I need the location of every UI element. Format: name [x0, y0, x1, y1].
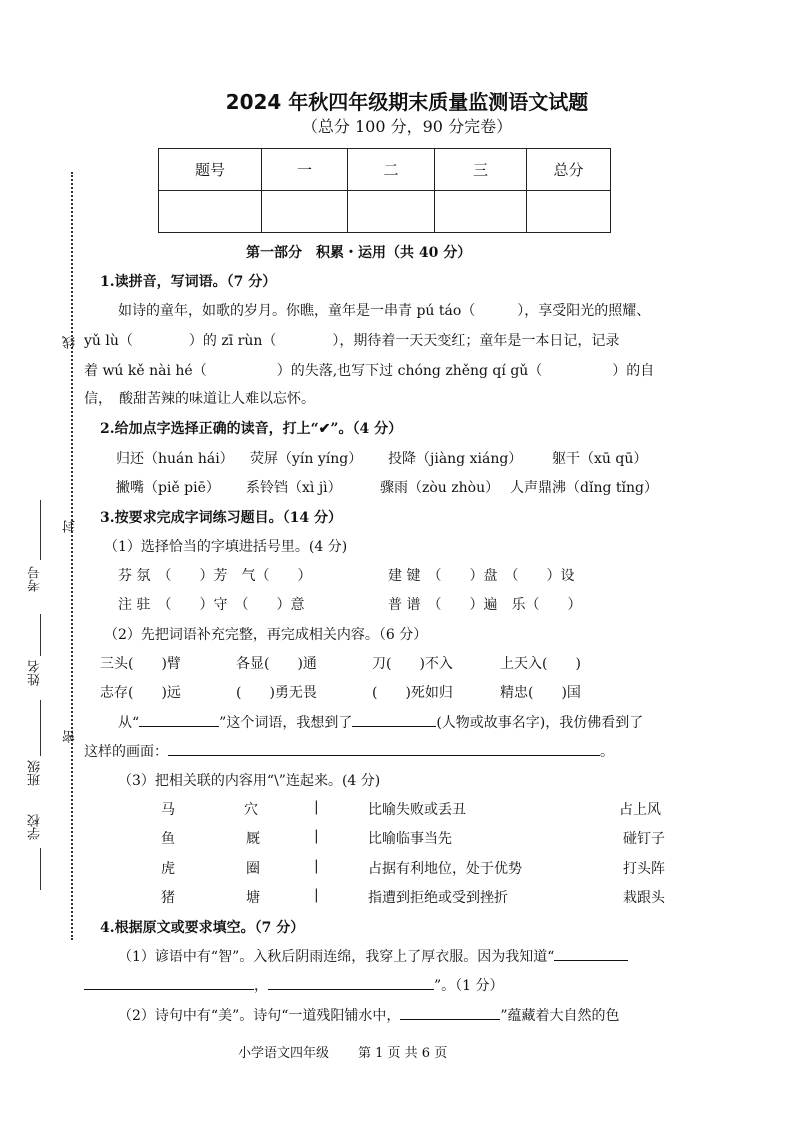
match-right[interactable]: 碰钉子: [623, 831, 665, 847]
q3-fill-text: 从“: [118, 715, 140, 731]
q2-item[interactable]: 荧屏（yín yíng）: [250, 451, 363, 467]
field-line-xingming[interactable]: [40, 614, 41, 656]
score-input-cell[interactable]: [527, 191, 611, 233]
match-desc[interactable]: 比喻临事当先: [368, 831, 452, 847]
q2-title: 2.给加点字选择正确的读音，打上“✔”。（4 分）: [100, 421, 403, 437]
q3-fill-line: [84, 741, 614, 761]
idiom-item[interactable]: 志存( )远: [100, 685, 181, 701]
idiom-item[interactable]: 上天入( ): [500, 656, 581, 672]
idiom-item[interactable]: 精忠( )国: [500, 685, 581, 701]
field-label-xuexiao: 学校: [28, 814, 43, 840]
q3-fill-text: ”这个词语，我想到了: [219, 715, 353, 731]
idiom-item[interactable]: ( )死如归: [372, 685, 453, 701]
proverb-blank[interactable]: [84, 975, 254, 990]
q3-sub1-item[interactable]: 芬 氛 （ ）芳 气（ ）: [118, 568, 312, 584]
q3-sub3: （3）把相关联的内容用“\”连起来。(4 分): [118, 773, 381, 789]
match-separator: |: [314, 799, 319, 815]
match-desc[interactable]: 指遭到拒绝或受到挫折: [368, 890, 508, 906]
match-right[interactable]: 栽跟头: [623, 890, 665, 906]
match-left[interactable]: 马: [161, 802, 175, 818]
q3-fill-text: (人物或故事名字)，我仿佛看到了: [436, 715, 644, 731]
match-separator: |: [314, 887, 319, 903]
idiom-item[interactable]: 各显( )通: [236, 656, 317, 672]
score-header-cell: 二: [348, 149, 435, 191]
q3-sub1: （1）选择恰当的字填进括号里。(4 分): [104, 539, 348, 555]
q4-text: ”蕴藏着大自然的色: [500, 1008, 620, 1024]
field-label-banji: 班级: [28, 760, 43, 786]
part1-title: 第一部分 积累・运用（共 40 分）: [246, 245, 472, 261]
proverb-blank[interactable]: [268, 975, 434, 990]
q1-line: 如诗的童年，如歌的岁月。你瞧，童年是一串青 pú táo（ ），享受阳光的照耀、: [118, 303, 651, 319]
match-desc[interactable]: 占据有利地位，处于优势: [368, 861, 522, 877]
character-blank[interactable]: [352, 712, 436, 727]
field-label-xingming: 姓名: [28, 660, 43, 686]
score-header-cell: 三: [435, 149, 527, 191]
q2-item[interactable]: 投降（jiàng xiáng）: [388, 451, 523, 467]
q4-line: [84, 975, 504, 995]
q4-text: ，: [254, 978, 268, 994]
field-line-xuexiao[interactable]: [40, 848, 41, 890]
q4-line: [118, 1005, 620, 1025]
q3-sub1-item[interactable]: 注 驻 （ ）守 （ ）意: [118, 597, 305, 613]
score-input-cell[interactable]: [435, 191, 527, 233]
q3-sub1-item[interactable]: 建 键 （ ）盘 （ ）设: [388, 568, 575, 584]
match-mid[interactable]: 厩: [246, 831, 260, 847]
score-input-cell[interactable]: [262, 191, 348, 233]
field-label-kaohao: 考号: [28, 566, 43, 592]
q1-line: yǔ lù（ ）的 zī rùn（ ），期待着一天天变红；童年是一本日记，记录: [84, 333, 620, 349]
q1-title: 1.读拼音，写词语。（7 分）: [100, 274, 277, 290]
match-mid[interactable]: 塘: [246, 890, 260, 906]
q4-line: [118, 946, 628, 966]
q2-item[interactable]: 躯干（xū qū）: [552, 451, 648, 467]
match-left[interactable]: 鱼: [161, 831, 175, 847]
match-mid[interactable]: 穴: [244, 802, 258, 818]
score-header-cell: 题号: [159, 149, 262, 191]
q2-item[interactable]: 系铃铛（xì jì）: [246, 480, 342, 496]
match-separator: |: [314, 828, 319, 844]
q3-title: 3.按要求完成字词练习题目。（14 分）: [100, 510, 342, 526]
match-desc[interactable]: 比喻失败或丢丑: [368, 802, 466, 818]
score-input-cell[interactable]: [348, 191, 435, 233]
field-line-banji[interactable]: [40, 700, 41, 756]
binding-dotted-line: [71, 172, 73, 940]
footer-page-number: 第 1 页 共 6 页: [358, 1046, 448, 1061]
scene-blank[interactable]: [168, 741, 600, 756]
q3-fill-line: [118, 712, 643, 732]
q3-fill-text: 这样的画面：: [84, 744, 168, 760]
q1-line: 着 wú kě nài hé（ ）的失落,也写下过 chóng zhěng qí gǔ（ ）的自: [84, 363, 655, 379]
binding-char-xian: 线: [63, 336, 78, 349]
score-header-cell: 一: [262, 149, 348, 191]
proverb-blank[interactable]: [554, 946, 628, 961]
match-mid[interactable]: 圈: [246, 861, 260, 877]
idiom-item[interactable]: ( )勇无畏: [236, 685, 317, 701]
q3-sub2: （2）先把词语补充完整，再完成相关内容。（6 分）: [104, 627, 428, 643]
q3-fill-text: 。: [600, 744, 614, 760]
score-input-cell[interactable]: [159, 191, 262, 233]
q2-item[interactable]: 人声鼎沸（dǐng tǐng）: [510, 480, 658, 496]
q4-text: （2）诗句中有“美”。诗句“一道残阳铺水中，: [118, 1008, 401, 1024]
idiom-item[interactable]: 三头( )臂: [100, 656, 181, 672]
poem-blank[interactable]: [400, 1005, 500, 1020]
q4-text: ”。（1 分）: [434, 978, 504, 994]
q2-item[interactable]: 骤雨（zòu zhòu）: [380, 480, 500, 496]
score-header-cell: 总分: [527, 149, 611, 191]
q4-title: 4.根据原文或要求填空。（7 分）: [100, 920, 305, 936]
q2-item[interactable]: 归还（huán hái）: [116, 451, 234, 467]
q1-line: 信， 酸甜苦辣的味道让人难以忘怀。: [84, 391, 315, 407]
match-left[interactable]: 猪: [161, 890, 175, 906]
idiom-item[interactable]: 刀( )不入: [372, 656, 453, 672]
binding-char-mi: 密: [63, 730, 78, 743]
score-table: [158, 148, 611, 233]
q2-item[interactable]: 撇嘴（piě piē）: [116, 480, 220, 496]
match-right[interactable]: 打头阵: [623, 861, 665, 877]
page-subtitle: （总分 100 分，90 分完卷）: [301, 117, 513, 136]
q3-sub1-item[interactable]: 普 谱 （ ）遍 乐（ ）: [388, 597, 582, 613]
match-separator: |: [314, 858, 319, 874]
q4-text: （1）谚语中有“智”。入秋后阴雨连绵，我穿上了厚衣服。因为我知道“: [118, 949, 555, 965]
footer-course: 小学语文四年级: [238, 1046, 330, 1061]
field-line-kaohao[interactable]: [40, 500, 41, 560]
binding-char-feng: 封: [63, 520, 78, 533]
match-left[interactable]: 虎: [161, 861, 175, 877]
page-title: 2024 年秋四年级期末质量监测语文试题: [225, 90, 589, 114]
match-right[interactable]: 占上风: [619, 802, 661, 818]
idiom-blank[interactable]: [139, 712, 219, 727]
